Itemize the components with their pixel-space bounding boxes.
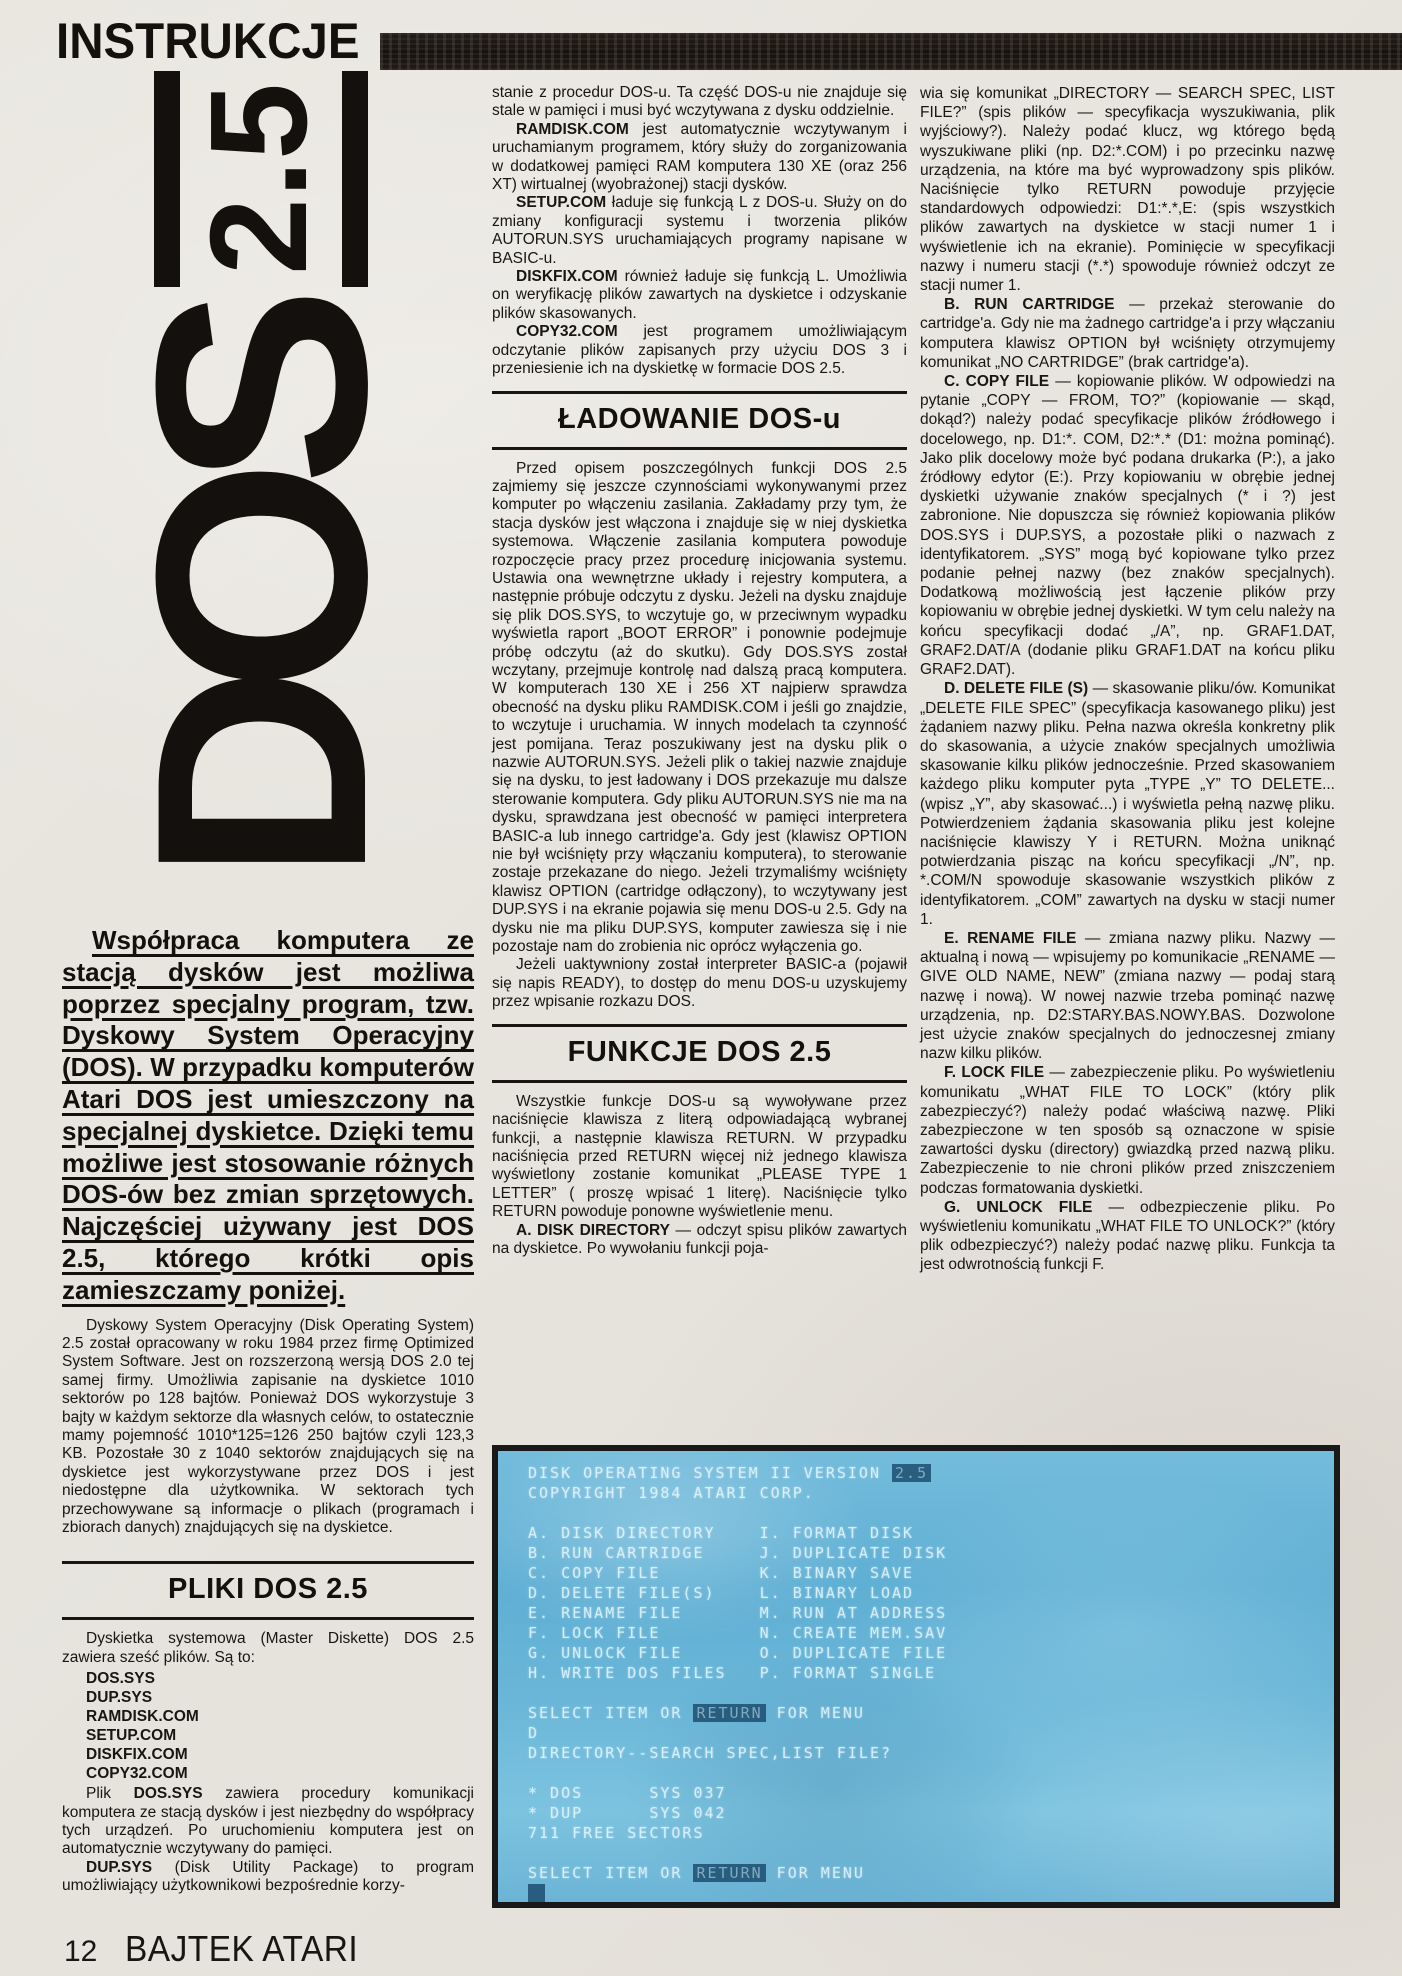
heading-pliki-dos: PLIKI DOS 2.5 — [62, 1561, 474, 1620]
boot-process-paragraph: Przed opisem poszczególnych funkcji DOS 2.5 zajmiemy się jeszcze czynnościami wykonywanymi przez komputer po włączeniu zasilania. Zakładamy przy tym, że stacja dysków jest włączona i znajduje się w niej dyskietka systemowa. Włączenie zasilania komputera powoduje rozpoczęcie pracy przez procedurę inicjowania systemu. Ustawia ona wewnętrzne układy i rejestry komputera, a następnie próbuje odczytu z dysku. Jeżeli na dysku znajduje się plik DOS.SYS, to wczytuje go, w przeciwnym wypadku wyświetla raport „BOOT ERROR” i ponownie podejmuje próbę odczytu (aż do skutku). Gdy DOS.SYS został wczytany, przejmuje kontrolę nad dalszą pracą komputera. W komputerach 130 XE i 256 XT najpierw sprawdza obecność na dysku pliku RAMDISK.COM i jeśli go znajdzie, to wczytuje i uruchamia. W innych modelach ta czynność jest pomijana. Teraz poszukiwany jest na dysku plik o nazwie AUTORUN.SYS. Jeżeli plik o takiej nazwie znajduje się na dysku, to jest ładowany i DOS przekazuje mu dalsze sterowanie komputera. Gdy pliku AUTORUN.SYS nie ma na dysku, sprawdzana jest obecność w pamięci interpretera BASIC-a lub innego cartridge'a. Gdy jest (klawisz OPTION nie był wciśnięty przy włączaniu komputera), to sterowanie zostaje przekazane do niego. Jeżeli trzymaliśmy wciśnięty klawisz OPTION (cartridge odłączony), to wczytywany jest DUP.SYS i na ekranie pojawia się menu DOS-u 2.5. Gdy na dysku nie ma pliku DUP.SYS, komputer zawiesza się i nie pozostaje nam do zrobienia nic oprócz wyłączenia go. — [492, 459, 907, 956]
dos-logo-version: 2.5 — [154, 71, 368, 287]
diskfix-paragraph: DISKFIX.COM również ładuje się funkcją L. Umożliwia on weryfikację plików zawartych na dyskietce i odzyskanie plików skasowanych. — [492, 268, 907, 322]
continuation-paragraph: stanie z procedur DOS-u. Ta część DOS-u nie znajduje się stale w pamięci i musi być wczytywana z dysku oddzielnie. — [492, 84, 907, 120]
heading-ladowanie-dos: ŁADOWANIE DOS-u — [492, 391, 907, 450]
directory-continuation-paragraph: wia się komunikat „DIRECTORY — SEARCH SPEC, LIST FILE?” (spis plików — specyfikacja wyszukiwania, plik wyjściowy?). Należy podać klucz, wg którego będą wyszukiwane pliki (np. D2:*.COM) i po przecinku nazwę urządzenia, na które ma być wyprowadzony spis plików. Naciśnięcie tylko RETURN powoduje przyjęcie standardowych odpowiedzi: D1:*.*,E: (spis wszystkich plików zawartych na dyskietce w stacji numer 1 i wyświetlenie ich na ekranie). Pominięcie w specyfikacji nazwy i numeru stacji (*.*) spowoduje również odczyt ze stacji numer 1. — [920, 85, 1335, 295]
dup-sys-paragraph: DUP.SYS (Disk Utility Package) to program umożliwiający użytkownikowi bezpośrednie korzy- — [62, 1858, 474, 1895]
column-middle — [492, 84, 907, 1258]
setup-paragraph: SETUP.COM ładuje się funkcją L z DOS-u. Służy on do zmiany konfiguracji systemu i tworzenia plików AUTORUN.SYS uruchamiających programy napisane w BASIC-u. — [492, 194, 907, 267]
column-right — [920, 84, 1335, 1275]
dos-menu-screenshot — [492, 1445, 1340, 1908]
disk-directory-paragraph: A. DISK DIRECTORY — odczyt spisu plików zawartych na dyskietce. Po wywołaniu funkcji poja- — [492, 1221, 908, 1257]
page-number: 12 — [64, 1935, 98, 1968]
lead-paragraph: Współpraca komputera ze stacją dysków jest możliwa poprzez specjalny program, tzw. Dyskowy System Operacyjny (DOS). W przypadku komputerów Atari DOS jest umieszczony na specjalnej dyskietce. Dzięki temu możliwe jest stosowanie różnych DOS-ów bez zmian sprzętowych. Najczęściej używany jest DOS 2.5, którego krótki opis zamieszczamy poniżej. — [62, 925, 474, 1305]
ramdisk-paragraph: RAMDISK.COM jest automatycznie wczytywanym i uruchamianym programem, który służy do zorganizowania w dodatkowej pamięci RAM komputera 130 XE (oraz 256 XT) wirtualnej (wyobrażonej) stacji dysków. — [492, 120, 907, 194]
rename-file-paragraph: E. RENAME FILE — zmiana nazwy pliku. Nazwy — aktualną i nową — wpisujemy po komunikacie „RENAME — GIVE OLD NAME, NEW” (zmiana nazwy — podaj starą nazwę i nową). W nowej nazwie trzeba pominąć nazwę urządzenia, np. D2:STARY.BAS.NOWY.BAS. Dozwolone jest użycie znaków specjalnych do jednoczesnej zmiany nazw kilku plików. — [920, 929, 1335, 1063]
dos-logo-title: DOS — [93, 312, 429, 882]
page-footer — [64, 1928, 376, 1970]
dos-logo-rotated — [62, 70, 460, 882]
delete-file-paragraph: D. DELETE FILE (S) — skasowanie pliku/ów. Komunikat „DELETE FILE SPEC” (specyfikacja kasowanego pliku) jest żądaniem nazwy pliku. Pełna nazwa określa konkretny plik do skasowania, a użycie znaków specjalnych umożliwia skasowanie kilku plików jednocześnie. Przed skasowaniem każdego pliku komputer pyta „TYPE „Y” TO DELETE... (wpisz „Y”, aby skasować...) i wyświetla pełną nazwę pliku. Potwierdzeniem żądania skasowania pliku jest kolejne naciśnięcie klawiszy Y i RETURN. Można uniknąć potwierdzania pisząc na końcu specyfikacji „/N”, np. *.COM/N spowoduje skasowanie wszystkich plików z identyfikatorem. „COM” zawartych na dysku w stacji numer 1. — [920, 680, 1335, 928]
unlock-file-paragraph: G. UNLOCK FILE — odbezpieczenie pliku. Po wyświetleniu komunikatu „WHAT FILE TO UNLOCK?” (który plik odbezpieczyć?) należy podać nazwę pliku. Funkcja ta jest odwrotnością funkcji F. — [920, 1198, 1335, 1274]
dos-file-list: DOS.SYS DUP.SYS RAMDISK.COM SETUP.COM DISKFIX.COM COPY32.COM — [86, 1670, 199, 1783]
basic-ready-paragraph: Jeżeli uaktywniony został interpreter BASIC-a (pojawił się napis READY), to dostęp do menu DOS-u uzyskujemy przez wpisanie rozkazu DOS. — [492, 956, 907, 1011]
files-intro-paragraph: Dyskietka systemowa (Master Diskette) DOS 2.5 zawiera sześć plików. Są to: — [62, 1630, 474, 1666]
copy-file-paragraph: C. COPY FILE — kopiowanie plików. W odpowiedzi na pytanie „COPY — FROM, TO?” (kopiowanie — skąd, dokąd?) należy podać specyfikacje plików źródłowego i docelowego, np. D1:*. COM, D2:*.* (D1: można pominąć). Jako plik docelowy może być podana drukarka (P:), a jako źródłowy edytor (E:). Przy kopiowaniu w obrębie jednej dyskietki używanie znaków specjalnych (* i ?) jest zabronione. Nie dopuszcza się również kopiowania plików DOS.SYS i DUP.SYS, a pozostałe pliki o nazwach z identyfikatorem. „SYS” mogą być kopiowane tylko przez podanie pełnej nazwy (bez znaków specjalnych). Dodatkową możliwością jest łączenie plików przy kopiowaniu w obrębie jednej dyskietki. W tym celu należy na końcu specyfikacji dodać „/A”, np. GRAF1.DAT, GRAF2.DAT/A (dodanie pliku GRAF1.DAT na końcu pliku GRAF2.DAT). — [920, 373, 1335, 679]
copy32-paragraph: COPY32.COM jest programem umożliwiającym odczytanie plików zapisanych przy użyciu DOS 3 i przeniesienie ich na dyskietkę w formacie DOS 2.5. — [492, 323, 907, 378]
dos-logo — [62, 70, 460, 882]
section-kicker: INSTRUKCJE — [56, 13, 360, 69]
about-dos-paragraph: Dyskowy System Operacyjny (Disk Operating System) 2.5 został opracowany w roku 1984 przez firmę Optimized System Software. Jest on rozszerzoną wersją DOS 2.0 tej samej firmy. Umożliwia zapisanie na dyskietce 1010 sektorów po 128 bajtów. Ponieważ DOS wykorzystuje 3 bajty w każdym sektorze dla własnych celów, to ostatecznie mamy pojemność 1010*125=126 250 bajtów czyli 123,3 KB. Pozostałe 30 z 1040 sektorów znajdujących się na dyskietce jest wykorzystywane przez DOS i jest niedostępne dla użytkownika. W sektorach tych przechowywane są informacje o plikach (programach i zbiorach danych) znajdujących się na dyskietce. — [62, 1316, 474, 1537]
heading-funkcje-dos: FUNKCJE DOS 2.5 — [492, 1024, 907, 1083]
lock-file-paragraph: F. LOCK FILE — zabezpieczenie pliku. Po wyświetleniu komunikatu „WHAT FILE TO LOCK” (który plik zabezpieczyć?) należy podać właściwą nazwę. Pliki zabezpieczone w ten sposób są oznaczone w spisie zawartości dysku (directory) gwiazdką przed nazwą pliku. Zabezpieczenie to nie chroni plików przed zniszczeniem podczas formatowania dyskietki. — [920, 1064, 1335, 1197]
magazine-title: BAJTEK ATARI — [125, 1928, 359, 1969]
dos-sys-paragraph: Plik DOS.SYS zawiera procedury komunikacji komputera ze stacją dysków i jest niezbędny do współpracy tych urządzeń. Po uruchomieniu komputera jest on automatycznie wczytywany do pamięci. — [62, 1785, 474, 1858]
functions-intro-paragraph: Wszystkie funkcje DOS-u są wywoływane przez naciśnięcie klawisza z literą odpowiadającą wybranej funkcji, a następnie klawisza RETURN. W przypadku naciśnięcia przed RETURN więcej niż jednego klawisza wyświetlony zostanie komunikat „PLEASE TYPE 1 LETTER” ( proszę wpisać 1 literę). Naciśnięcie tylko RETURN powoduje ponowne wyświetlenie menu. — [492, 1092, 907, 1221]
column-left — [62, 925, 474, 1896]
header-rule-bar — [380, 33, 1402, 70]
dos-menu-text: DISK OPERATING SYSTEM II VERSION 2.5 COPYRIGHT 1984 ATARI CORP. A. DISK DIRECTORY I. FORMAT DISK B. RUN CARTRIDGE J. DUPLICATE DISK C. COPY FILE K. BINARY SAVE D. DELETE FILE(S) L. BINARY LOAD E. RENAME FILE M. RUN AT ADDRESS F. LOCK FILE N. CREATE MEM.SAV G. UNLOCK FILE O. DUPLICATE FILE H. WRITE DOS FILES P. FORMAT SINGLE SELECT ITEM OR RETURN FOR MENU D DIRECTORY--SEARCH SPEC,LIST FILE? * DOS SYS 037 * DUP SYS 042 711 FREE SECTORS SELECT ITEM OR RETURN FOR MENU — [498, 1451, 1334, 1903]
run-cartridge-paragraph: B. RUN CARTRIDGE — przekaż sterowanie do cartridge'a. Gdy nie ma żadnego cartridge'a i przy włączaniu komputera klawisz OPTION był wciśnięty otrzymujemy komunikat „NO CARTRIDGE” (brak cartridge'a). — [920, 296, 1335, 371]
